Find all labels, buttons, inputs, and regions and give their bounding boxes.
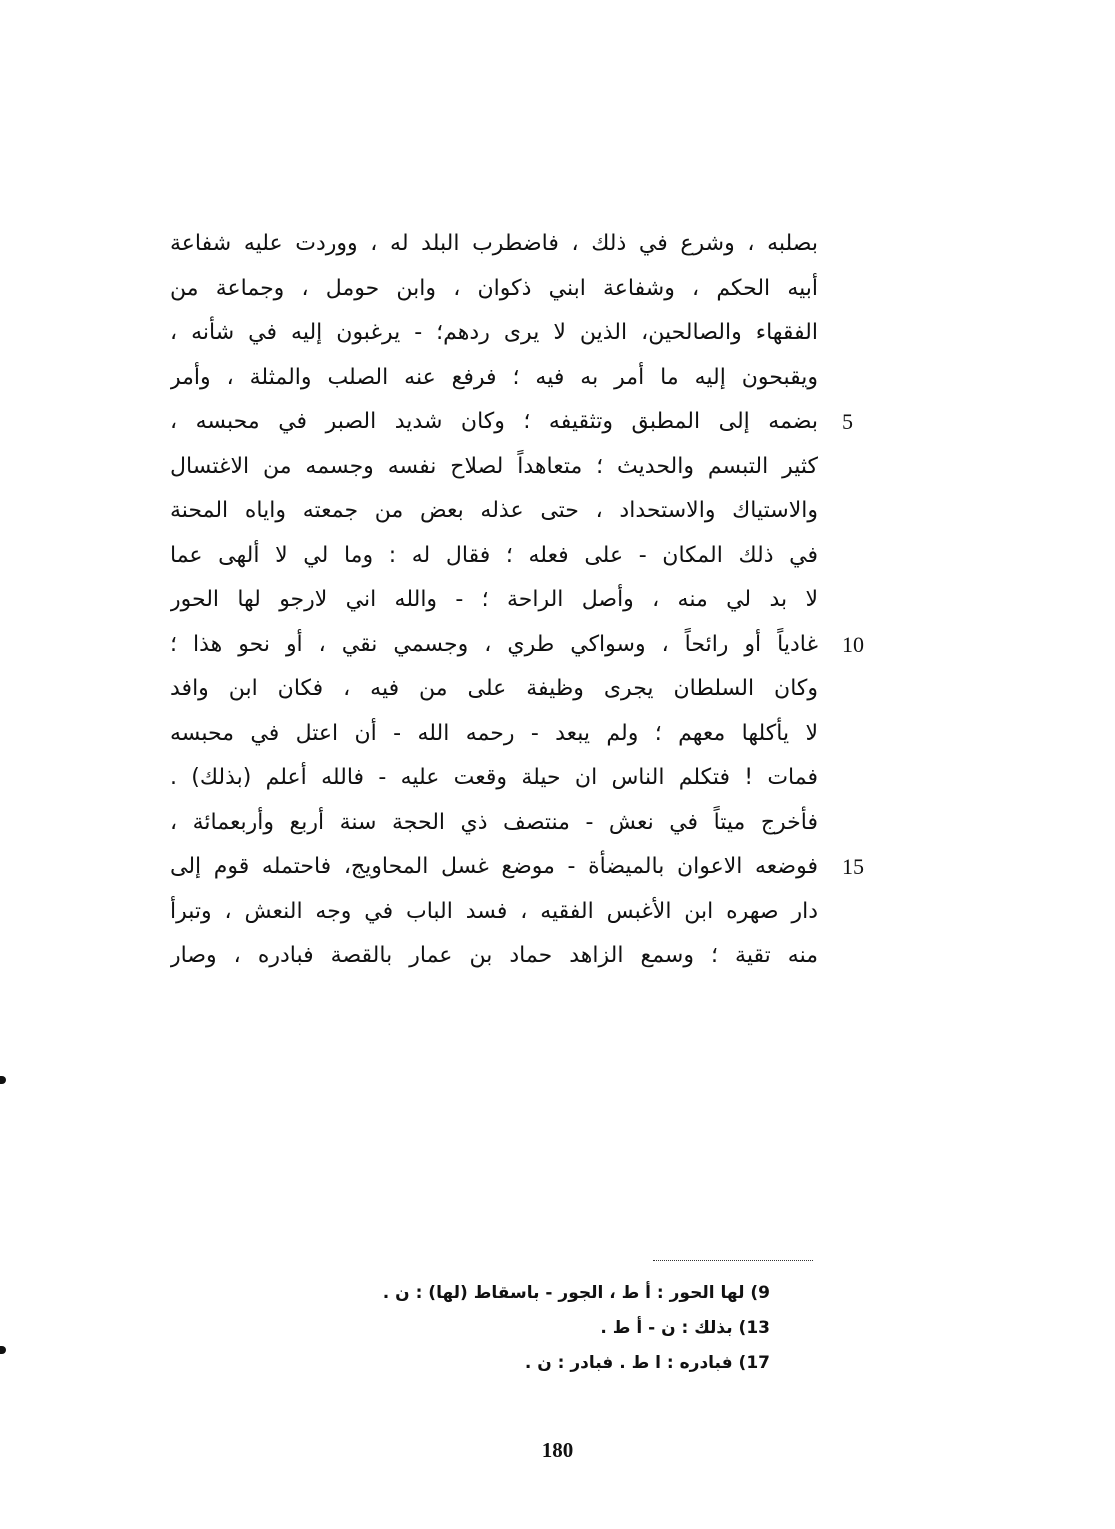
scan-edge-mark	[0, 1076, 6, 1084]
line-text: الفقهاء والصالحين، الذين لا يرى ردهم؛ - يرغبون إليه في شأنه ،	[170, 320, 818, 345]
line-text: والاستياك والاستحداد ، حتى عذله بعض من جمعته واياه المحنة	[170, 498, 818, 523]
text-line	[170, 890, 818, 935]
footnote: 9) لها الحور : أ ط ، الجور - باسقاط (لها) : ن .	[382, 1283, 770, 1303]
text-line	[170, 667, 818, 712]
text-line	[170, 445, 818, 490]
line-text: دار صهره ابن الأغبس الفقيه ، فسد الباب في وجه النعش ، وتبرأ	[170, 898, 818, 924]
text-line	[170, 578, 818, 623]
scan-edge-mark	[0, 1346, 6, 1354]
main-text	[170, 222, 864, 979]
text-line	[170, 712, 818, 757]
text-line	[170, 801, 818, 846]
text-line	[170, 934, 818, 979]
line-text: فوضعه الاعوان بالميضأة - موضع غسل المحاويج، فاحتمله قوم إلى	[170, 854, 818, 879]
line-text: لا يأكلها معهم ؛ ولم يبعد - رحمه الله - أن اعتل في محبسه	[170, 720, 818, 746]
footnote-divider	[653, 1260, 813, 1261]
line-text: في ذلك المكان - على فعله ؛ فقال له : وما لي لا ألهى عما	[170, 542, 818, 568]
footnote: 13) بذلك : ن - أ ط .	[600, 1318, 770, 1338]
text-line	[170, 222, 818, 267]
line-text: لا بد لي منه ، وأصل الراحة ؛ - والله اني لارجو لها الحور	[170, 587, 818, 612]
text-line	[170, 356, 818, 401]
line-text: فأخرج ميتاً في نعش - منتصف ذي الحجة سنة أربع وأربعمائة ،	[170, 809, 818, 835]
text-line	[170, 845, 864, 890]
text-line	[170, 489, 818, 534]
line-number: 5	[842, 409, 853, 434]
text-line	[170, 400, 853, 445]
line-text: ويقبحون إليه ما أمر به فيه ؛ فرفع عنه الصلب والمثلة ، وأمر	[170, 364, 818, 390]
line-text: أبيه الحكم ، وشفاعة ابني ذكوان ، وابن حومل ، وجماعة من	[170, 275, 818, 301]
line-text: بضمه إلى المطبق وتثقيفه ؛ وكان شديد الصبر في محبسه ،	[170, 409, 818, 434]
page-number: 180	[541, 1438, 574, 1462]
line-text: فمات ! فتكلم الناس ان حيلة وقعت عليه - فالله أعلم (بذلك) .	[170, 765, 818, 790]
text-line	[170, 311, 818, 356]
line-text: بصلبه ، وشرع في ذلك ، فاضطرب البلد له ، ووردت عليه شفاعة	[170, 231, 818, 256]
line-text: كثير التبسم والحديث ؛ متعاهداً لصلاح نفسه وجسمه من الاغتسال	[170, 453, 818, 479]
text-line	[170, 623, 864, 668]
footnotes	[320, 1276, 770, 1381]
line-number: 10	[842, 631, 864, 657]
line-text: منه تقية ؛ وسمع الزاهد حماد بن عمار بالقصة فبادره ، وصار	[170, 943, 818, 968]
line-text: وكان السلطان يجرى وظيفة على من فيه ، فكان ابن وافد	[170, 676, 818, 701]
text-line	[170, 534, 818, 579]
line-number: 15	[842, 854, 864, 879]
footnote: 17) فبادره : ا ط . فبادر : ن .	[524, 1353, 770, 1373]
text-line	[170, 756, 818, 801]
line-text: غادياً أو رائحاً ، وسواكي طري ، وجسمي نقي ، أو نحو هذا ؛	[170, 631, 818, 657]
text-line	[170, 267, 818, 312]
